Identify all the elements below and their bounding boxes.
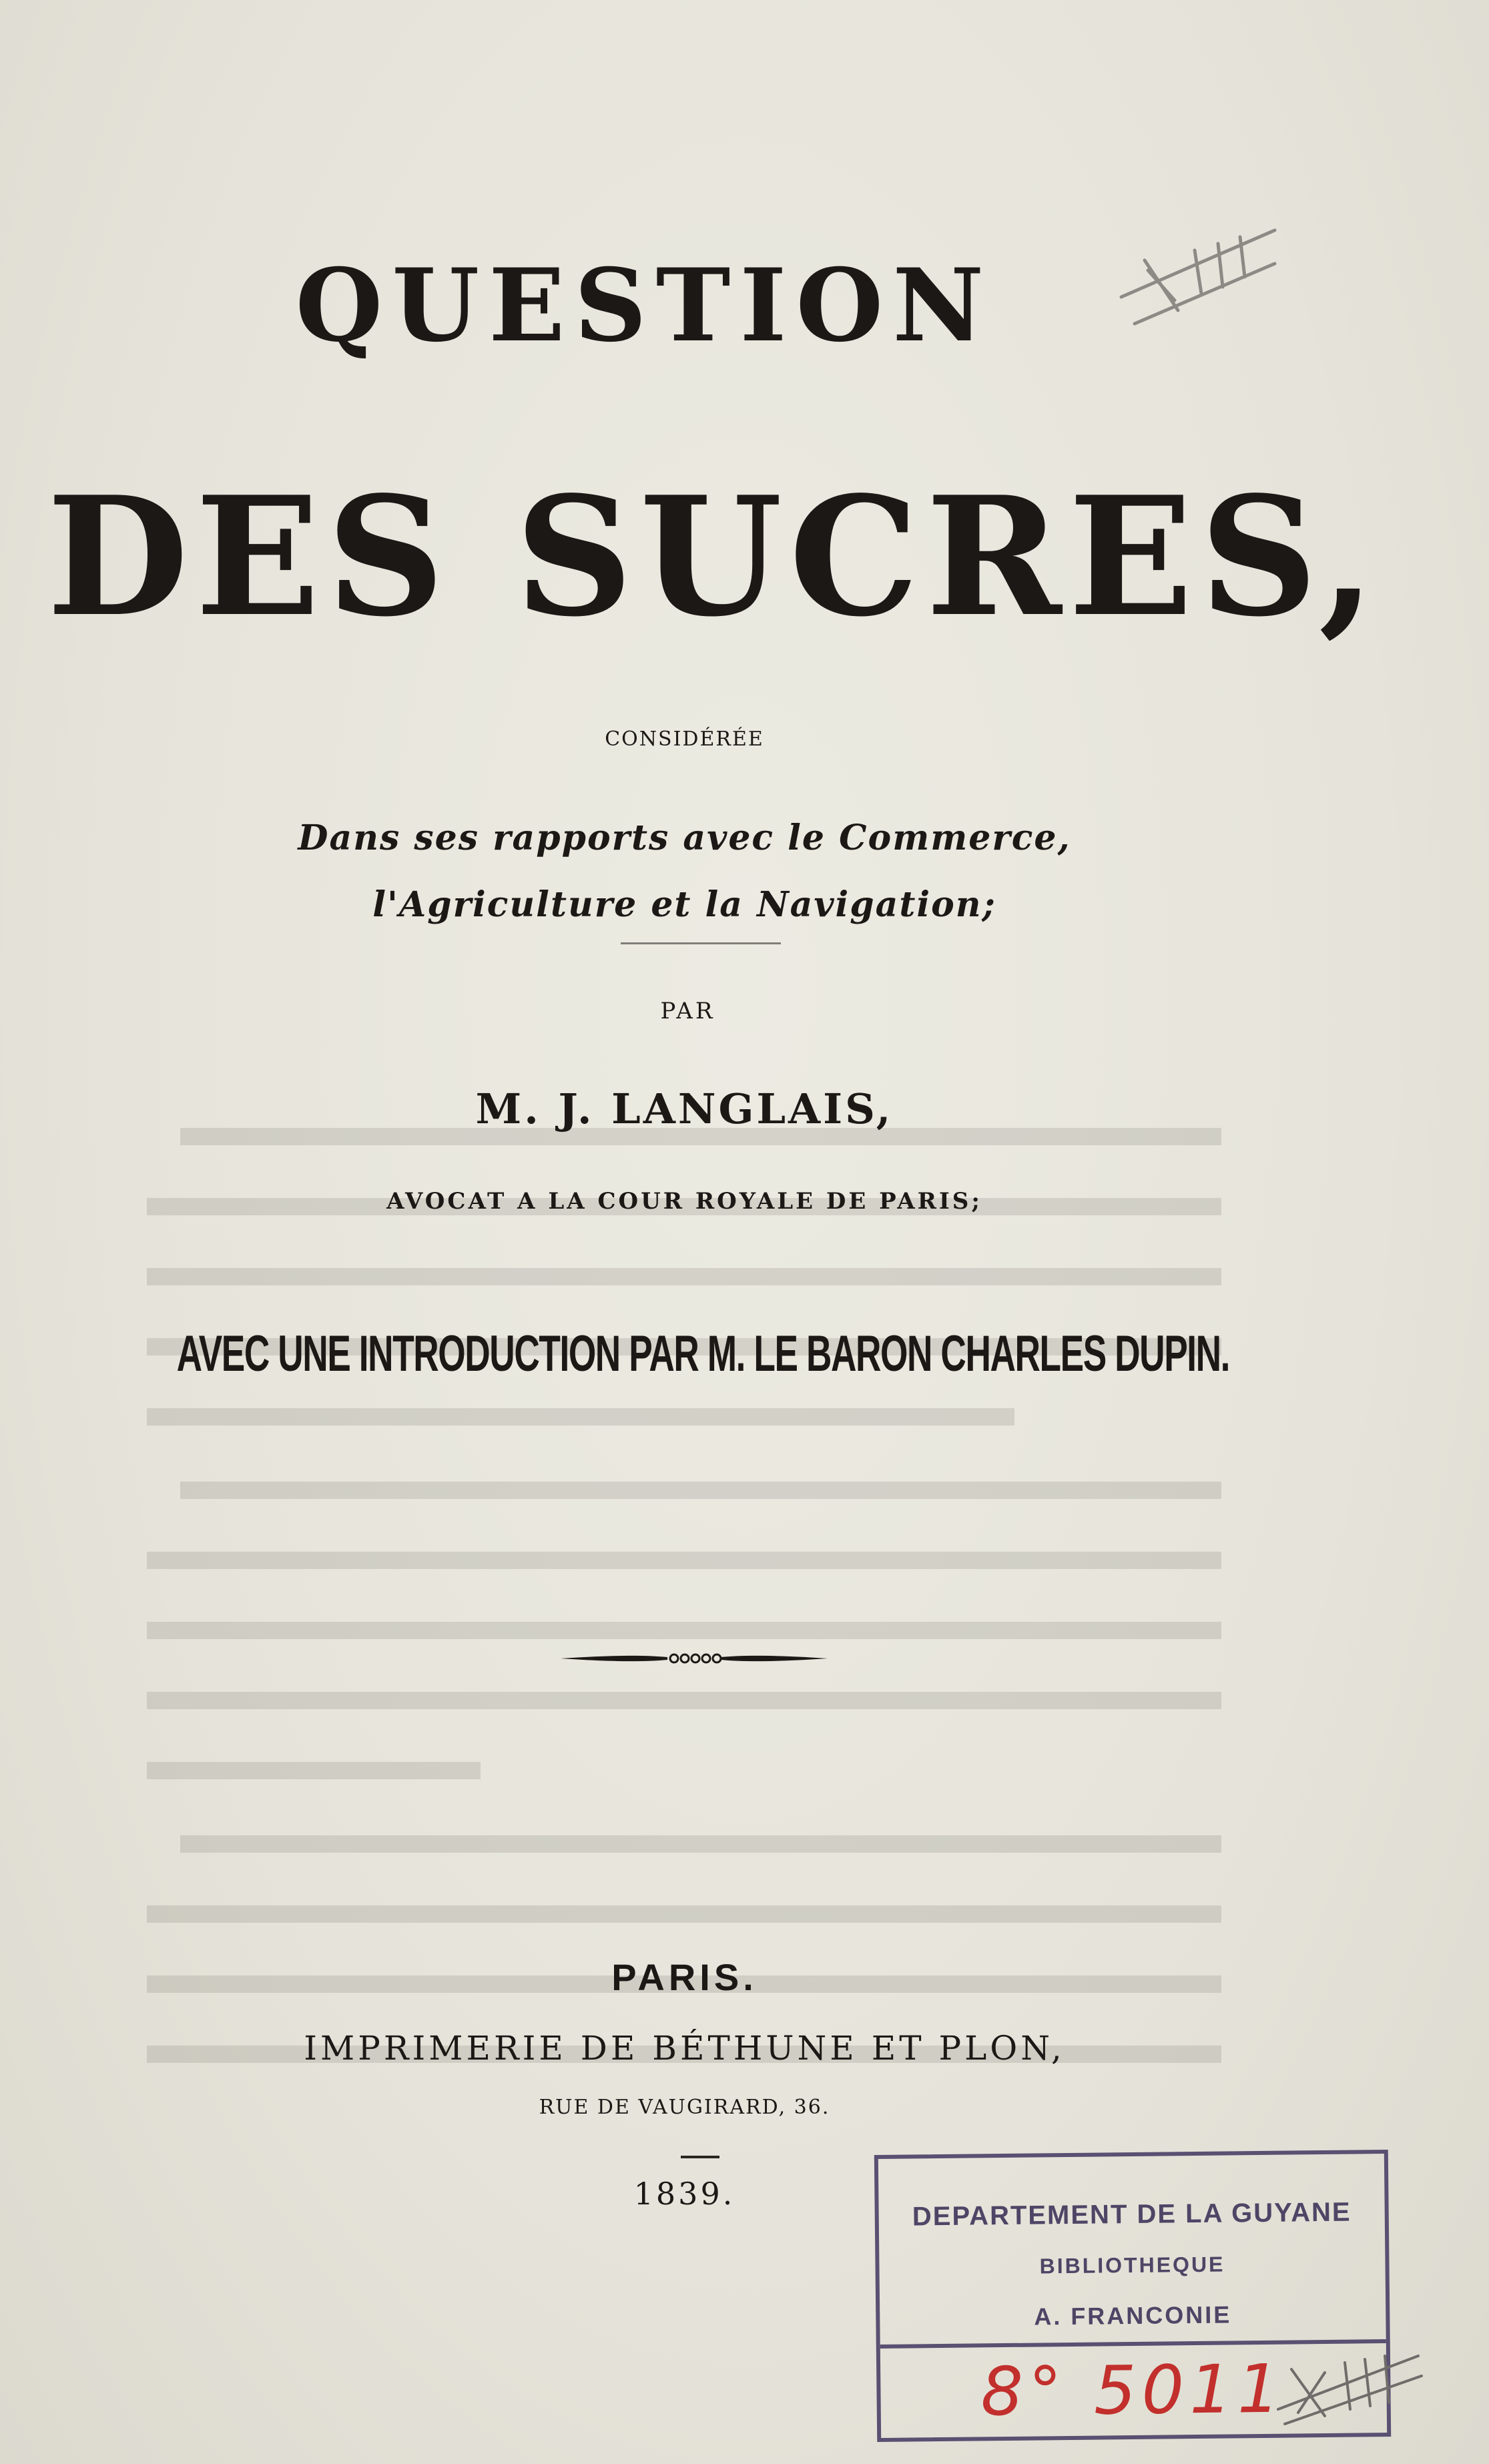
- pencil-mark-xiii-top: [1108, 210, 1281, 344]
- imprint-rule: [681, 2156, 719, 2158]
- imprint-year: 1839.: [633, 2176, 735, 2212]
- imprint-printer: IMPRIMERIE DE BÉTHUNE ET PLON,: [304, 2029, 1065, 2068]
- title-line-2: DES SUCRES,: [47, 460, 1382, 653]
- subtitle-rule: [621, 942, 781, 944]
- stamp-line-1: DEPARTEMENT DE LA GUYANE: [912, 2197, 1352, 2232]
- bleed-through-lines: [133, 1101, 1268, 2102]
- title-line-1: QUESTION: [295, 247, 994, 364]
- imprint-address: RUE DE VAUGIRARD, 36.: [539, 2096, 830, 2119]
- shelfmark: 8° 5011: [980, 2349, 1285, 2431]
- stamp-line-2: BIBLIOTHEQUE: [1039, 2252, 1225, 2278]
- imprint-city: PARIS.: [611, 1956, 758, 1998]
- ornament-divider: [561, 1648, 828, 1668]
- pencil-mark-xiii-bottom: [1271, 2336, 1425, 2429]
- bleed-through-texture: [133, 1101, 1268, 2102]
- stamp-line-3: A. FRANCONIE: [1034, 2300, 1232, 2331]
- author-name: M. J. LANGLAIS,: [475, 1085, 894, 1133]
- introduction-line: AVEC UNE INTRODUCTION PAR M. LE BARON CHARLES DUPIN.: [176, 1325, 1230, 1382]
- author-title: AVOCAT A LA COUR ROYALE DE PARIS;: [386, 1188, 982, 1215]
- considered-label: CONSIDÉRÉE: [605, 727, 764, 751]
- by-label: PAR: [660, 998, 715, 1024]
- subtitle-line-2: l'Agriculture et la Navigation;: [372, 884, 996, 925]
- subtitle-line-1: Dans ses rapports avec le Commerce,: [298, 818, 1071, 858]
